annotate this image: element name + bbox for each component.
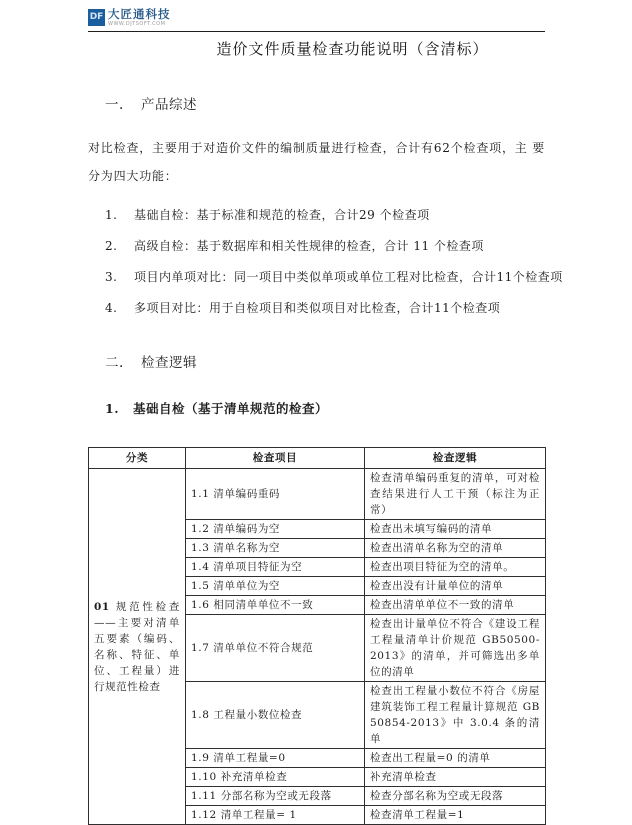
- table-row: [89, 469, 546, 520]
- check-item-cell: 1.11 分部名称为空或无段落: [186, 787, 365, 806]
- check-logic-cell: 检查出清单名称为空的清单: [365, 539, 546, 558]
- check-item-cell: 1.10 补充清单检查: [186, 768, 365, 787]
- subsection-number: 1.: [105, 401, 120, 416]
- list-item: [88, 293, 545, 324]
- brand-website: WWW.DJTSOFT.COM: [108, 21, 166, 27]
- section-title: 检查逻辑: [141, 355, 197, 371]
- section-title: 产品综述: [141, 97, 197, 113]
- check-item-cell: 1.12 清单工程量= 1: [186, 806, 365, 825]
- header-check-item: 检查项目: [186, 448, 365, 469]
- check-logic-cell: 检查出清单单位不一致的清单: [365, 596, 546, 615]
- section-number: 二.: [105, 355, 124, 371]
- check-logic-cell: 补充清单检查: [365, 768, 546, 787]
- check-item-cell: 1.5 清单单位为空: [186, 577, 365, 596]
- header-divider: [88, 31, 545, 32]
- category-text: 规范性检查——主要对清单五要素（编码、名称、特征、单位、工程量）进行规范性检查: [94, 600, 180, 693]
- check-logic-cell: 检查清单工程量=1: [365, 806, 546, 825]
- check-item-cell: 1.2 清单编码为空: [186, 520, 365, 539]
- logo-text: [108, 8, 171, 27]
- category-code: 01: [94, 600, 110, 613]
- list-item-number: 1.: [105, 208, 118, 222]
- check-logic-cell: 检查出计量单位不符合《建设工程工程量清单计价规范 GB50500-2013》的清单，并可筛选出多单位的清单: [365, 615, 546, 682]
- check-logic-cell: 检查出项目特征为空的清单。: [365, 558, 546, 577]
- intro-paragraph: 对比检查，主要用于对造价文件的编制质量进行检查，合计有62个检查项，主 要分为四大功能：: [88, 141, 545, 183]
- djt-logo-icon: DF: [88, 9, 105, 26]
- list-item-text: 高级自检：基于数据库和相关性规律的检查，合计 11 个检查项: [134, 239, 484, 253]
- check-logic-cell: 检查出未填写编码的清单: [365, 520, 546, 539]
- check-item-cell: 1.3 清单名称为空: [186, 539, 365, 558]
- section-logic-heading: [88, 354, 545, 372]
- check-item-cell: 1.7 清单单位不符合规范: [186, 615, 365, 682]
- section-overview-heading: [88, 96, 545, 114]
- list-item-text: 项目内单项对比：同一项目中类似单项或单位工程对比检查，合计11个检查项: [134, 270, 563, 284]
- list-item: [88, 231, 545, 262]
- check-logic-cell: 检查分部名称为空或无段落: [365, 787, 546, 806]
- list-item-text: 基础自检：基于标准和规范的检查，合计29 个检查项: [134, 208, 430, 222]
- list-item-number: 2.: [105, 239, 118, 253]
- subsection-basic-check-heading: [88, 400, 545, 417]
- check-item-cell: 1.6 相同清单单位不一致: [186, 596, 365, 615]
- page-header: [88, 8, 545, 32]
- category-cell: [89, 469, 186, 825]
- list-item-number: 3.: [105, 270, 118, 284]
- subsection-title: 基础自检（基于清单规范的检查）: [133, 401, 329, 416]
- check-logic-cell: 检查出工程量小数位不符合《房屋建筑装饰工程工程量计算规范 GB 50854-2013》中 3.0.4 条的清单: [365, 682, 546, 749]
- header-check-logic: 检查逻辑: [365, 448, 546, 469]
- feature-list: [88, 200, 563, 324]
- document-title: 造价文件质量检查功能说明（含清标）: [216, 40, 489, 58]
- check-item-cell: 1.9 清单工程量=0: [186, 749, 365, 768]
- check-item-cell: 1.8 工程量小数位检查: [186, 682, 365, 749]
- check-item-cell: 1.1 清单编码重码: [186, 469, 365, 520]
- list-item-text: 多项目对比：用于自检项目和类似项目对比检查，合计11个检查项: [134, 301, 501, 315]
- list-item: [88, 200, 545, 231]
- section-number: 一.: [105, 97, 124, 113]
- list-item-number: 4.: [105, 301, 118, 315]
- check-item-cell: 1.4 清单项目特征为空: [186, 558, 365, 577]
- check-logic-table: [88, 447, 546, 825]
- check-logic-cell: 检查清单编码重复的清单，可对检查结果进行人工干预（标注为正常）: [365, 469, 546, 520]
- header-category: 分类: [89, 448, 186, 469]
- company-logo: [88, 8, 545, 30]
- brand-name: 大匠通科技: [108, 7, 171, 21]
- check-logic-cell: 检查出没有计量单位的清单: [365, 577, 546, 596]
- check-logic-cell: 检查出工程量=0 的清单: [365, 749, 546, 768]
- list-item: [88, 262, 563, 293]
- table-header-row: [89, 448, 546, 469]
